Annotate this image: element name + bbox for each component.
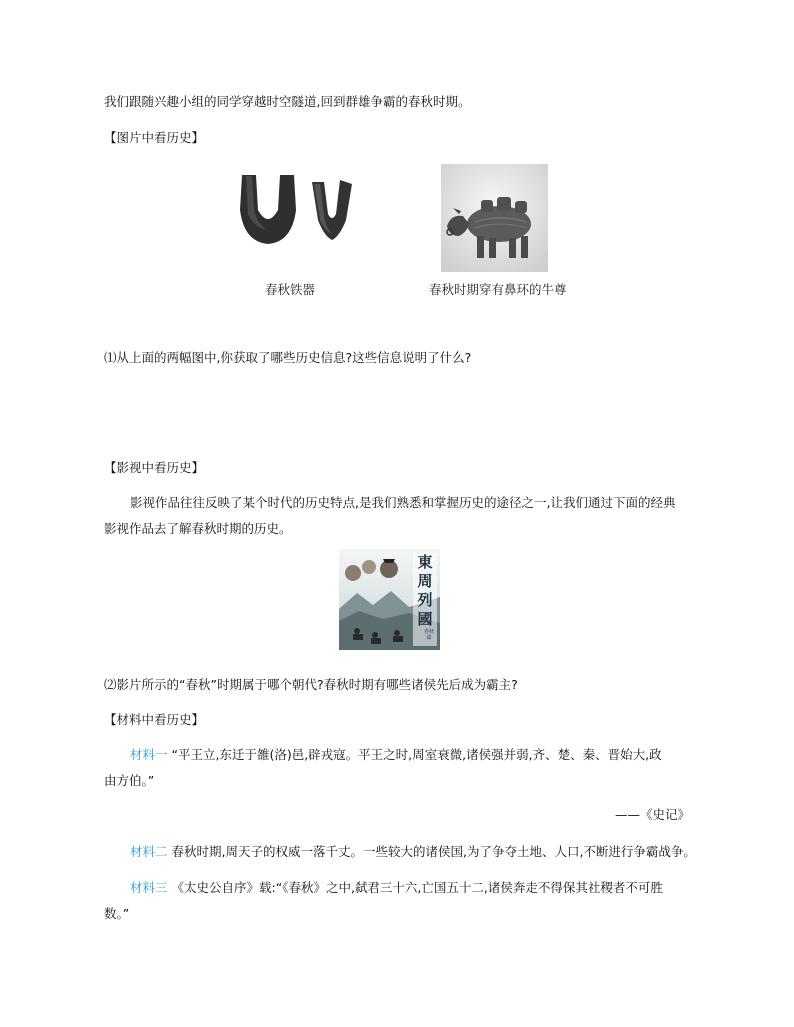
ox-zun-icon <box>441 164 548 272</box>
material-3-line2: 数。” <box>104 906 130 921</box>
material-1-line1 <box>130 745 662 763</box>
material-1-line2: 由方伯。” <box>104 773 155 788</box>
material-3-text: 《太史公自序》载:“《春秋》之中,弑君三十六,亡国五十二,诸侯奔走不得保其社稷者不可胜 <box>171 880 663 895</box>
section-heading-pictures: 【图片中看历史】 <box>104 130 205 145</box>
material-2-text: 春秋时期,周天子的权威一落千丈。一些较大的诸侯国,为了争夺土地、人口,不断进行争霸战争。 <box>171 844 696 859</box>
iron-tools-image <box>232 170 362 250</box>
film-paragraph-line1: 影视作品往往反映了某个时代的历史特点,是我们熟悉和掌握历史的途径之一,让我们通过下面的经典 <box>130 495 676 510</box>
caption-iron-tools: 春秋铁器 <box>265 282 316 297</box>
iron-tools-icon <box>232 170 362 250</box>
intro-text: 我们跟随兴趣小组的同学穿越时空隧道,回到群雄争霸的春秋时期。 <box>104 94 471 109</box>
material-1-text: “平王立,东迁于雒(洛)邑,辟戎寇。平王之时,周室衰微,诸侯强并弱,齐、楚、秦、晋始大,政 <box>171 747 662 762</box>
material-1-label: 材料一 <box>130 747 168 762</box>
material-3-line1 <box>130 878 663 896</box>
film-poster-image <box>339 549 440 650</box>
caption-ox-zun: 春秋时期穿有鼻环的牛尊 <box>429 282 567 297</box>
material-2-label: 材料二 <box>130 844 168 859</box>
question-2: ⑵影片所示的“春秋”时期属于哪个朝代?春秋时期有哪些诸侯先后成为霸主? <box>104 677 518 692</box>
film-poster-subtitle: 春秋篇 <box>423 629 434 641</box>
ox-zun-image <box>441 164 548 272</box>
film-poster-title: 東周列國 <box>417 553 433 628</box>
section-heading-materials: 【材料中看历史】 <box>104 712 205 727</box>
material-1-source: ——《史记》 <box>614 807 690 822</box>
material-2 <box>130 842 696 860</box>
material-3-label: 材料三 <box>130 880 168 895</box>
film-paragraph-line2: 影视作品去了解春秋时期的历史。 <box>104 521 292 536</box>
question-1: ⑴从上面的两幅图中,你获取了哪些历史信息?这些信息说明了什么? <box>104 350 472 365</box>
section-heading-film: 【影视中看历史】 <box>104 460 205 475</box>
